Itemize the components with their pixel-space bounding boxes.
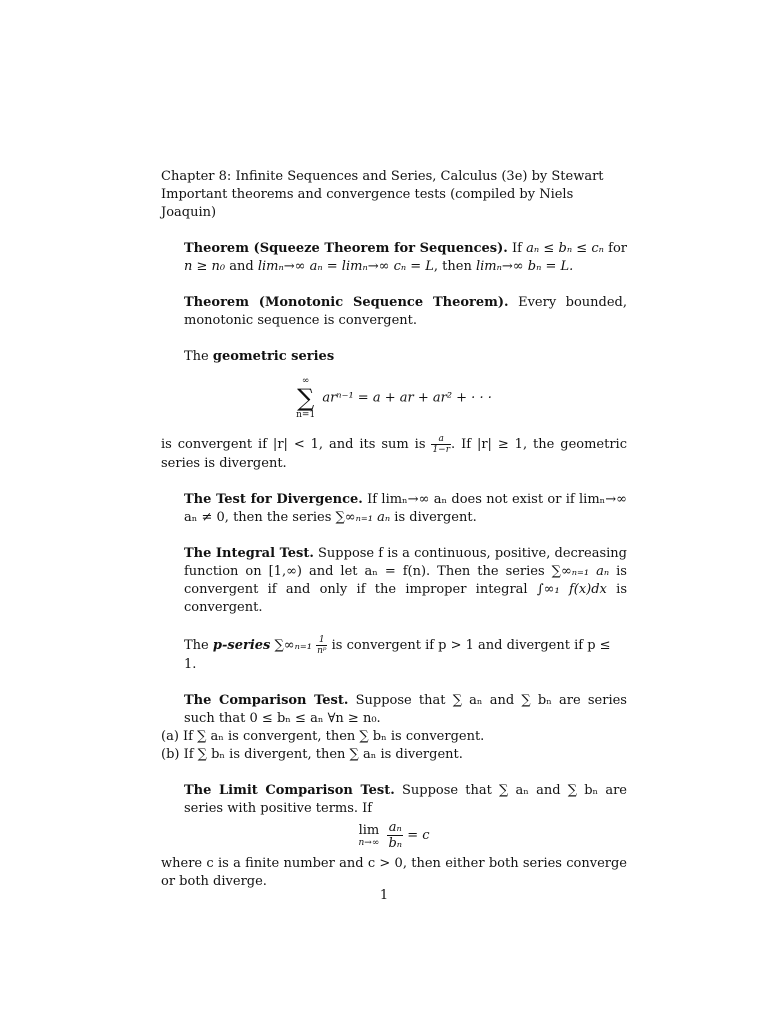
monotonic-theorem-title: Theorem (Monotonic Sequence Theorem).: [184, 295, 509, 310]
integral-test: The Integral Test. Suppose f is a continuous, positive, decreasing function on [1,∞) and let aₙ = f(n). Then the series ∑∞ₙ₌₁ aₙ is convergent if and only if the improper integral ∫∞₁ f(x)dx is convergent.: [184, 546, 628, 615]
p-series: The p-series ∑∞ₙ₌₁ $\frac{1}{\text{nᵖ}}$ is convergent if p > 1 and divergent if p ≤ 1.: [184, 635, 611, 672]
integral-test-title: The Integral Test.: [184, 546, 314, 561]
limit-comparison-test: The Limit Comparison Test. Suppose that ∑ aₙ and ∑ bₙ are series with positive terms. If: [184, 783, 627, 816]
divergence-test: The Test for Divergence. If limₙ→∞ aₙ does not exist or if limₙ→∞ aₙ ≠ 0, then the series ∑∞ₙ₌₁ aₙ is divergent.: [184, 492, 627, 525]
limit-comparison-title: The Limit Comparison Test.: [184, 783, 395, 798]
geometric-series-formula: ∞ ∑ n=1 arⁿ⁻¹ = a + ar + ar² + · · ·: [296, 376, 492, 420]
squeeze-theorem: Theorem (Squeeze Theorem for Sequences). If aₙ ≤ bₙ ≤ cₙ for n ≥ n₀ and limₙ→∞ aₙ = limₙ→∞ cₙ = L, then limₙ→∞ bₙ = L.: [184, 241, 628, 274]
comparison-item-b: (b) If ∑ bₙ is divergent, then ∑ aₙ is divergent.: [161, 747, 463, 762]
geometric-condition: is convergent if |r| < 1, and its sum is $\frac{a}{1-r}$ . If |r| ≥ 1, the geometric series is divergent.: [161, 434, 627, 471]
header-line-1: Chapter 8: Infinite Sequences and Series, Calculus (3e) by Stewart: [161, 169, 604, 184]
limit-comparison-formula: lim n→∞ $\frac{\text{aₙ}}{\text{bₙ}}$ = c: [358, 820, 430, 851]
squeeze-theorem-title: Theorem (Squeeze Theorem for Sequences).: [184, 241, 508, 256]
monotonic-theorem: Theorem (Monotonic Sequence Theorem). Every bounded, monotonic sequence is convergent.: [184, 295, 627, 328]
sum-symbol: ∞ ∑ n=1: [296, 376, 316, 420]
geometric-intro: The geometric series: [184, 349, 335, 364]
page-number: 1: [379, 888, 389, 903]
p-series-title: p-series: [212, 638, 271, 653]
limit-fraction: $\frac{\text{aₙ}}{\text{bₙ}}$: [388, 820, 403, 851]
divergence-test-title: The Test for Divergence.: [184, 492, 363, 507]
comparison-test: The Comparison Test. Suppose that ∑ aₙ and ∑ bₙ are series such that 0 ≤ bₙ ≤ aₙ ∀n ≥ n₀. (a) If ∑ aₙ is convergent, then ∑ bₙ is convergent. (b) If ∑ bₙ is divergent, then ∑ aₙ is divergent.: [161, 693, 627, 762]
limit-operator: lim n→∞: [358, 822, 380, 848]
limit-comparison-conclusion: where c is a finite number and c > 0, then either both series converge or both diverge.: [161, 856, 627, 889]
geometric-sum-fraction: $\frac{a}{1-r}$: [432, 434, 451, 455]
document-body: [161, 168, 627, 891]
p-series-fraction: $\frac{1}{\text{nᵖ}}$: [317, 635, 327, 656]
comparison-test-title: The Comparison Test.: [184, 693, 349, 708]
header-line-2: Important theorems and convergence tests (compiled by Niels Joaquin): [161, 187, 574, 220]
comparison-item-a: (a) If ∑ aₙ is convergent, then ∑ bₙ is convergent.: [161, 729, 485, 744]
